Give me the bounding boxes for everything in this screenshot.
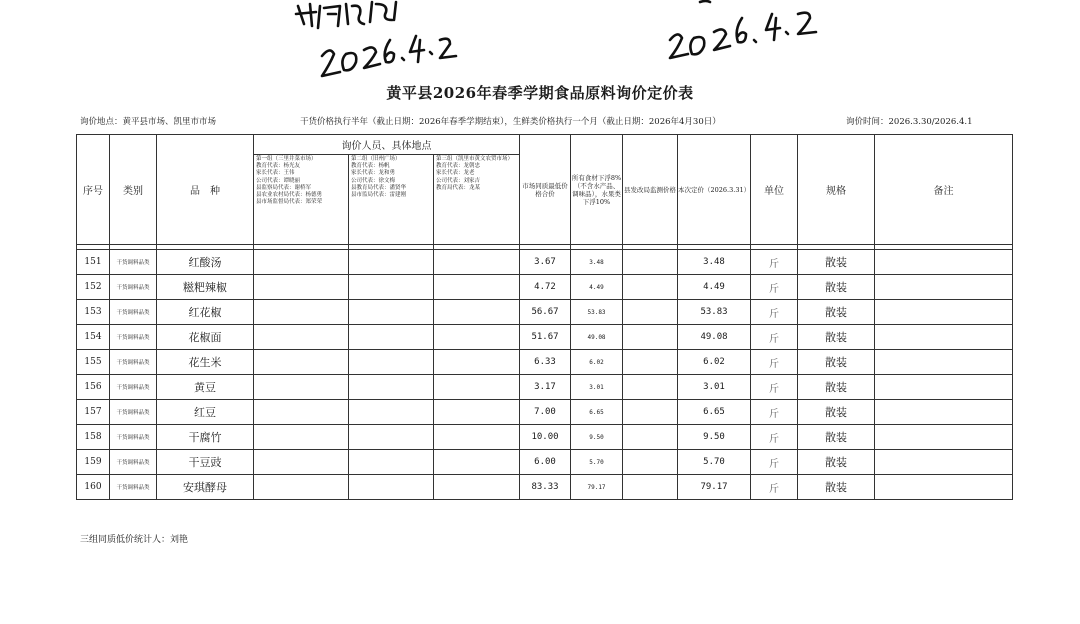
cell-category: 干货调料品类 xyxy=(110,275,157,300)
cell-category: 干货调料品类 xyxy=(110,375,157,400)
cell-final-price: 6.02 xyxy=(678,350,751,375)
group-member: 教育局代表：龙某 xyxy=(436,184,481,191)
cell-category: 干货调料品类 xyxy=(110,400,157,425)
cell-market-price: 56.67 xyxy=(520,300,571,325)
cell-item: 糍粑辣椒 xyxy=(157,275,254,300)
cell-spec: 散装 xyxy=(798,450,875,475)
cell-group-3 xyxy=(434,300,520,325)
group-member: 县监察局代表：谢桥军 xyxy=(256,184,312,191)
cell-unit: 斤 xyxy=(751,450,798,475)
cell-item: 黄豆 xyxy=(157,375,254,400)
cell-unit: 斤 xyxy=(751,400,798,425)
cell-monitor-price xyxy=(623,375,678,400)
cell-monitor-price xyxy=(623,250,678,275)
cell-discount: 3.01 xyxy=(571,375,623,400)
cell-final-price: 5.70 xyxy=(678,450,751,475)
cell-final-price: 53.83 xyxy=(678,300,751,325)
cell-category: 干货调料品类 xyxy=(110,450,157,475)
header-inquiry: 询价人员、具体地点 xyxy=(254,135,520,155)
header-discount: 所有食材下浮8%（不含水产品、调味品），水果类下浮10% xyxy=(571,135,623,245)
price-table xyxy=(76,134,1012,500)
cell-remark xyxy=(875,475,1013,500)
cell-seq: 158 xyxy=(77,425,110,450)
cell-group-1 xyxy=(254,350,349,375)
cell-monitor-price xyxy=(623,350,678,375)
table-row xyxy=(77,300,1013,325)
cell-category: 干货调料品类 xyxy=(110,425,157,450)
cell-group-1 xyxy=(254,425,349,450)
cell-group-3 xyxy=(434,250,520,275)
header-seq: 序号 xyxy=(77,135,110,245)
group-member: 县市监局代表：雷建刚 xyxy=(351,192,407,199)
cell-category: 干货调料品类 xyxy=(110,325,157,350)
cell-market-price: 83.33 xyxy=(520,475,571,500)
cell-group-1 xyxy=(254,300,349,325)
cell-seq: 159 xyxy=(77,450,110,475)
cell-group-2 xyxy=(349,400,434,425)
cell-seq: 152 xyxy=(77,275,110,300)
cell-spec: 散装 xyxy=(798,350,875,375)
cell-seq: 160 xyxy=(77,475,110,500)
cell-group-1 xyxy=(254,250,349,275)
cell-market-price: 51.67 xyxy=(520,325,571,350)
cell-monitor-price xyxy=(623,300,678,325)
cell-spec: 散装 xyxy=(798,325,875,350)
cell-group-3 xyxy=(434,475,520,500)
cell-seq: 156 xyxy=(77,375,110,400)
cell-remark xyxy=(875,275,1013,300)
cell-seq: 154 xyxy=(77,325,110,350)
table-row xyxy=(77,350,1013,375)
signature-right xyxy=(660,0,860,64)
cell-category: 干货调料品类 xyxy=(110,350,157,375)
cell-remark xyxy=(875,325,1013,350)
page-title: 黄平县2026年春季学期食品原料询价定价表 xyxy=(386,84,694,102)
cell-item: 红豆 xyxy=(157,400,254,425)
cell-monitor-price xyxy=(623,400,678,425)
cell-group-3 xyxy=(434,275,520,300)
cell-discount: 5.70 xyxy=(571,450,623,475)
cell-discount: 6.02 xyxy=(571,350,623,375)
group-title: 第二组（旧州广场） xyxy=(351,156,401,162)
cell-category: 干货调料品类 xyxy=(110,250,157,275)
cell-group-2 xyxy=(349,350,434,375)
cell-group-2 xyxy=(349,450,434,475)
cell-unit: 斤 xyxy=(751,325,798,350)
header-unit: 单位 xyxy=(751,135,798,245)
cell-unit: 斤 xyxy=(751,475,798,500)
header-item: 品 种 xyxy=(157,135,254,245)
cell-group-1 xyxy=(254,400,349,425)
cell-unit: 斤 xyxy=(751,250,798,275)
header-final-price: 本次定价（2026.3.31） xyxy=(678,135,751,245)
inquiry-group-3 xyxy=(434,155,520,245)
cell-final-price: 3.01 xyxy=(678,375,751,400)
cell-discount: 9.50 xyxy=(571,425,623,450)
inquiry-group-2 xyxy=(349,155,434,245)
cell-group-3 xyxy=(434,375,520,400)
cell-spec: 散装 xyxy=(798,425,875,450)
cell-group-1 xyxy=(254,475,349,500)
cell-spec: 散装 xyxy=(798,300,875,325)
cell-group-2 xyxy=(349,375,434,400)
cell-unit: 斤 xyxy=(751,350,798,375)
cell-discount: 6.65 xyxy=(571,400,623,425)
table-row xyxy=(77,250,1013,275)
cell-final-price: 79.17 xyxy=(678,475,751,500)
cell-unit: 斤 xyxy=(751,275,798,300)
group-member: 公司代表：谭晓丽 xyxy=(256,177,301,184)
group-member: 县市场监督局代表：郑荣荣 xyxy=(256,199,323,206)
group-member: 家长代表：龙和勇 xyxy=(351,170,396,177)
cell-monitor-price xyxy=(623,425,678,450)
cell-group-1 xyxy=(254,325,349,350)
group-member: 教育代表：杨帆 xyxy=(351,163,390,170)
cell-spec: 散装 xyxy=(798,475,875,500)
cell-unit: 斤 xyxy=(751,425,798,450)
cell-final-price: 6.65 xyxy=(678,400,751,425)
cell-monitor-price xyxy=(623,275,678,300)
group-title: 第一组（三里井菜市场） xyxy=(256,156,317,162)
group-member: 教育代表：杨光友 xyxy=(256,163,301,170)
cell-remark xyxy=(875,350,1013,375)
cell-monitor-price xyxy=(623,475,678,500)
header-remark: 备注 xyxy=(875,135,1013,245)
cell-group-2 xyxy=(349,250,434,275)
cell-group-1 xyxy=(254,375,349,400)
cell-remark xyxy=(875,450,1013,475)
table-row xyxy=(77,275,1013,300)
group-member: 家长代表：龙老 xyxy=(436,170,475,177)
table-row xyxy=(77,450,1013,475)
cell-item: 干豆豉 xyxy=(157,450,254,475)
group-member: 县农业农村局代表：杨德勇 xyxy=(256,192,323,199)
cell-category: 干货调料品类 xyxy=(110,475,157,500)
cell-seq: 155 xyxy=(77,350,110,375)
cell-group-3 xyxy=(434,400,520,425)
cell-group-3 xyxy=(434,425,520,450)
cell-final-price: 3.48 xyxy=(678,250,751,275)
cell-seq: 153 xyxy=(77,300,110,325)
cell-item: 红酸汤 xyxy=(157,250,254,275)
cell-market-price: 3.17 xyxy=(520,375,571,400)
cell-item: 干腐竹 xyxy=(157,425,254,450)
cell-market-price: 6.00 xyxy=(520,450,571,475)
price-period: 干货价格执行半年（截止日期：2026年春季学期结束），生鲜类价格执行一个月（截止日期：2026年4月30日） xyxy=(300,117,721,127)
cell-group-1 xyxy=(254,275,349,300)
signature-left xyxy=(290,0,490,84)
cell-remark xyxy=(875,300,1013,325)
statistician-note: 三组同质低价统计人：刘艳 xyxy=(80,535,189,545)
cell-final-price: 4.49 xyxy=(678,275,751,300)
cell-remark xyxy=(875,400,1013,425)
cell-unit: 斤 xyxy=(751,300,798,325)
cell-unit: 斤 xyxy=(751,375,798,400)
cell-group-1 xyxy=(254,450,349,475)
cell-discount: 4.49 xyxy=(571,275,623,300)
cell-discount: 79.17 xyxy=(571,475,623,500)
group-member: 公司代表：刘家吉 xyxy=(436,177,481,184)
inquiry-location: 询价地点：黄平县市场、凯里市市场 xyxy=(80,117,217,127)
inquiry-group-1 xyxy=(254,155,349,245)
cell-remark xyxy=(875,250,1013,275)
header-category: 类别 xyxy=(110,135,157,245)
cell-group-3 xyxy=(434,350,520,375)
cell-spec: 散装 xyxy=(798,375,875,400)
table-row xyxy=(77,375,1013,400)
table-row xyxy=(77,475,1013,500)
cell-group-2 xyxy=(349,300,434,325)
header-spec: 规格 xyxy=(798,135,875,245)
cell-seq: 151 xyxy=(77,250,110,275)
cell-group-2 xyxy=(349,425,434,450)
table-row xyxy=(77,400,1013,425)
header-monitor-price: 县发改局监测价格 xyxy=(623,135,678,245)
cell-monitor-price xyxy=(623,325,678,350)
cell-category: 干货调料品类 xyxy=(110,300,157,325)
cell-market-price: 6.33 xyxy=(520,350,571,375)
cell-group-3 xyxy=(434,325,520,350)
cell-item: 花椒面 xyxy=(157,325,254,350)
cell-discount: 53.83 xyxy=(571,300,623,325)
cell-monitor-price xyxy=(623,450,678,475)
cell-market-price: 3.67 xyxy=(520,250,571,275)
table-row xyxy=(77,325,1013,350)
group-title: 第三组（凯里市黄文农贸市场） xyxy=(436,156,514,162)
cell-item: 安琪酵母 xyxy=(157,475,254,500)
cell-item: 花生米 xyxy=(157,350,254,375)
cell-market-price: 4.72 xyxy=(520,275,571,300)
header-market-price: 市场同质最低价格合价 xyxy=(520,135,571,245)
cell-item: 红花椒 xyxy=(157,300,254,325)
cell-remark xyxy=(875,375,1013,400)
group-member: 公司代表：徐文梅 xyxy=(351,177,396,184)
cell-remark xyxy=(875,425,1013,450)
cell-group-2 xyxy=(349,325,434,350)
cell-spec: 散装 xyxy=(798,250,875,275)
group-member: 教育代表：龙朝忠 xyxy=(436,163,481,170)
table-row xyxy=(77,425,1013,450)
inquiry-time: 询价时间：2026.3.30/2026.4.1 xyxy=(846,117,973,127)
cell-market-price: 7.00 xyxy=(520,400,571,425)
cell-final-price: 9.50 xyxy=(678,425,751,450)
cell-group-3 xyxy=(434,450,520,475)
cell-spec: 散装 xyxy=(798,275,875,300)
cell-discount: 49.08 xyxy=(571,325,623,350)
cell-group-2 xyxy=(349,275,434,300)
cell-discount: 3.48 xyxy=(571,250,623,275)
group-member: 家长代表：王伟 xyxy=(256,170,295,177)
cell-market-price: 10.00 xyxy=(520,425,571,450)
group-member: 县教育局代表：潘贤华 xyxy=(351,184,407,191)
cell-final-price: 49.08 xyxy=(678,325,751,350)
cell-seq: 157 xyxy=(77,400,110,425)
cell-spec: 散装 xyxy=(798,400,875,425)
cell-group-2 xyxy=(349,475,434,500)
